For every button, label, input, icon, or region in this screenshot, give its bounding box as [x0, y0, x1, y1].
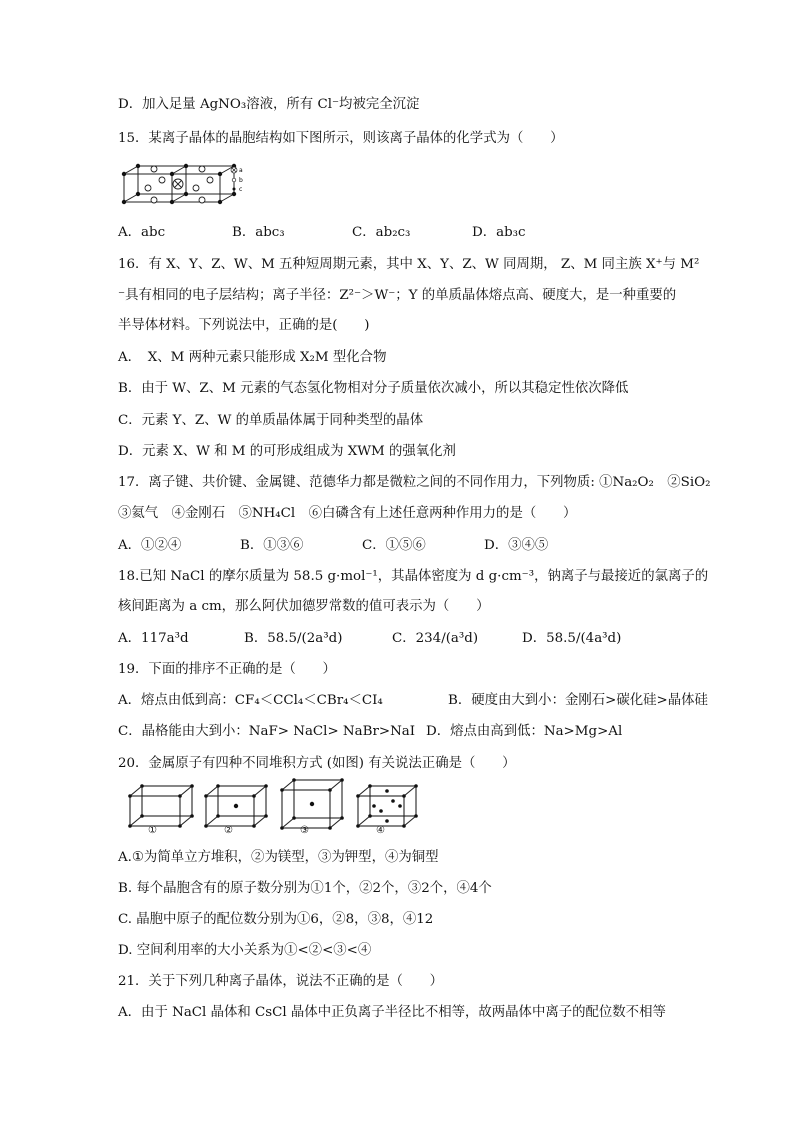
q16-option-b: B．由于 W、Z、M 元素的气态氢化物相对分子质量依次减小，所以其稳定性依次降低 — [118, 381, 629, 396]
fig-label-3: ③ — [300, 825, 309, 836]
q15-option-a: A．abc — [118, 225, 166, 240]
q18-option-b: B．58.5/(2a³d) — [244, 631, 343, 646]
q18-option-a: A．117a³d — [118, 631, 189, 646]
q20-option-c: C. 晶胞中原子的配位数分别为①6，②8，③8，④12 — [118, 912, 434, 927]
q17-option-b: B．①③⑥ — [240, 538, 304, 553]
q19-stem: 19．下面的排序不正确的是（ ） — [118, 662, 336, 677]
q21-option-a: A．由于 NaCl 晶体和 CsCl 晶体中正负离子半径比不相等，故两晶体中离子的配位数不相等 — [118, 1005, 666, 1020]
legend-c: c — [239, 186, 243, 193]
q20-option-a: A.①为简单立方堆积，②为镁型，③为钾型，④为铜型 — [118, 850, 439, 865]
q18-option-c: C．234/(a³d) — [392, 631, 479, 646]
q15-stem: 15．某离子晶体的晶胞结构如下图所示，则该离子晶体的化学式为（ ） — [118, 131, 564, 146]
q16-option-d: D．元素 X、W 和 M 的可形成组成为 XWM 的强氧化剂 — [118, 444, 456, 459]
q21-stem: 21．关于下列几种离子晶体，说法不正确的是（ ） — [118, 974, 444, 989]
q18-option-d: D．58.5/(4a³d) — [522, 631, 622, 646]
q17-stem-line1: 17．离子键、共价键、金属键、范德华力都是微粒之间的不同作用力，下列物质: ①Na₂O₂ ②SiO₂ — [118, 475, 711, 490]
fig-label-2: ② — [224, 825, 233, 836]
q17-option-c: C．①⑤⑥ — [362, 538, 426, 553]
q17-stem-line2: ③氦气 ④金刚石 ⑤NH₄Cl ⑥白磷含有上述任意两种作用力的是（ ） — [118, 506, 577, 521]
q20-option-d: D. 空间利用率的大小关系为①<②<③<④ — [118, 943, 372, 958]
q17-option-d: D．③④⑤ — [484, 538, 549, 553]
legend-b: b — [239, 177, 243, 184]
fig-label-1: ① — [148, 825, 157, 836]
q15-option-b: B．abc₃ — [232, 225, 285, 240]
q20-stem: 20．金属原子有四种不同堆积方式 (如图) 有关说法正确是（ ） — [118, 756, 516, 771]
q15-option-c: C．ab₂c₃ — [352, 225, 411, 240]
q18-stem-line2: 核间距离为 a cm，那么阿伏加德罗常数的值可表示为（ ） — [118, 599, 490, 614]
q15-option-d: D．ab₃c — [472, 225, 526, 240]
q19-option-b: B．硬度由大到小：金刚石>碳化硅>晶体硅 — [448, 693, 708, 708]
q17-option-a: A．①②④ — [118, 538, 182, 553]
legend-a: a — [239, 167, 243, 174]
q19-option-d: D．熔点由高到低：Na>Mg>Al — [426, 724, 623, 739]
q19-option-a: A．熔点由低到高：CF₄＜CCl₄＜CBr₄＜CI₄ — [118, 693, 383, 708]
q14-option-d: D．加入足量 AgNO₃溶液，所有 Cl⁻均被完全沉淀 — [118, 97, 420, 112]
q15-crystal-cell-figure — [118, 160, 268, 216]
fig-label-4: ④ — [376, 825, 385, 836]
q16-stem-line2: ⁻具有相同的电子层结构；离子半径：Z²⁻＞W⁻；Y 的单质晶体熔点高、硬度大，是一种重要的 — [118, 288, 677, 303]
q20-option-b: B. 每个晶胞含有的原子数分别为①1个，②2个，③2个，④4个 — [118, 881, 492, 896]
q16-stem-line3: 半导体材料。下列说法中，正确的是( ) — [118, 318, 370, 333]
q16-option-c: C．元素 Y、Z、W 的单质晶体属于同种类型的晶体 — [118, 413, 424, 428]
q16-stem-line1: 16．有 X、Y、Z、W、M 五种短周期元素，其中 X、Y、Z、W 同周期， Z、M 同主族 X⁺与 M² — [118, 257, 700, 272]
q19-option-c: C．晶格能由大到小：NaF> NaCl> NaBr>NaI — [118, 724, 416, 739]
q16-option-a: A． X、M 两种元素只能形成 X₂M 型化合物 — [118, 350, 387, 365]
cube-simple-cubic — [130, 786, 192, 826]
q18-stem-line1: 18.已知 NaCl 的摩尔质量为 58.5 g·mol⁻¹，其晶体密度为 d g·cm⁻³，钠离子与最接近的氯离子的 — [118, 569, 709, 584]
